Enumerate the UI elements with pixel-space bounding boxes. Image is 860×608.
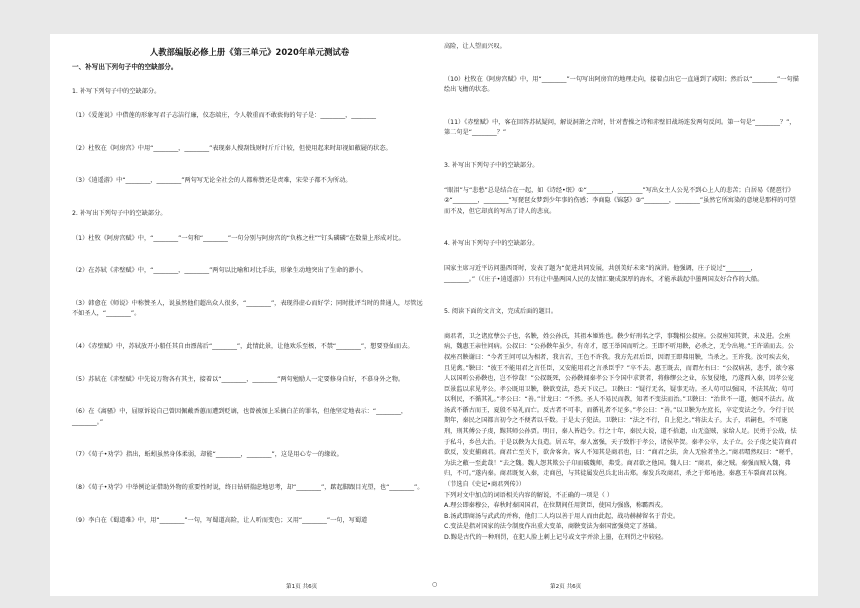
right-paragraph-5: 4. 补写出下列句子中的空缺部分。 [444, 240, 539, 248]
left-column [72, 42, 427, 526]
right-paragraph-14: D.黥是古代的一种刑罚，在犯人脸上刺上记号或文字并涂上墨，在刑罚之中较轻。 [444, 534, 668, 541]
footer-page-right: 第2页 共6页 [550, 584, 582, 590]
left-paragraph-10: （6）在《离骚》中，屈原诉说自己曾因佩戴香蕙而遭到贬谪，也曾被加上采摘白芷的罪名，但他坚定地表示：“________，________。” [72, 408, 408, 426]
left-paragraph-2: （2）杜牧在《阿房宫》中用“________，________”表现秦人搜刮钱财时斤斤计较，但使用起来时却视如敝屣的状态。 [72, 144, 392, 152]
page-title: 人教部编版必修上册《第三单元》2020年单元测试卷 [149, 47, 350, 57]
right-paragraph-7: 5. 阅读下面的文言文，完成后面的题目。 [444, 308, 558, 316]
right-paragraph-9: （节选自《史记•商君列传》） [444, 481, 525, 489]
right-body [444, 42, 799, 544]
right-paragraph-12: B.汤武即商汤与武武的并称，他们二人均以善于用人而由此起，战功赫赫留名于青史。 [444, 512, 680, 520]
right-paragraph-8: 商君者，卫之诸庶孽公子也，名鞅，姓公孙氏，其祖本姬姓也。鞅少好刑名之学，事魏相公叔座。公叔座知其贤，未及进。会座病，魏惠王亲往问病。公叔曰：“公孙鞅年虽少，有奇才，愿王举国而听之。王即不听用鞅，必杀之，无令出境。”王许诺而去。公叔座召鞅谢曰：“今者王问可以为相者，我言若，王色不许我。我方先君后臣，因谓王即弗用鞅，当杀之。王许我。汝可疾去矣，且见禽。”鞅曰：“彼王不能用君之言任臣，又安能用君之言杀臣乎？”卒不去。惠王既去，而谓左右曰：“公叔病甚，悲乎，欲令寡人以国听公孙鞅也，岂不悖哉！”公叔既死，公孙鞅闻秦孝公下令国中求贤者，将修缪公之业，东复侵地，乃遂西入秦，因孝公宠臣景监以求见孝公。孝公既用卫鞅，鞅欲变法，恐天下议己。卫鞅曰：“疑行无名，疑事无功。圣人苟可以强国，不法其故；苟可以利民，不循其礼。”孝公曰：“善。”甘龙曰：“不然。圣人不易民而教，知者不变法而治。”卫鞅曰：“治世不一道，便国不法古。故汤武不循古而王，夏殷不易礼而亡。反古者不可非，而循礼者不足多。”孝公曰：“善。”以卫鞅为左庶长，卒定变法之令。令行于民期年，秦民之国都言初令之不便者以千数。于是太子犯法。卫鞅曰：“法之不行，自上犯之。”将法太子。太子，君嗣也，不可施刑，刑其傅公子虔，黥其师公孙贾。明日，秦人皆趋令。行之十年，秦民大说，道不拾遗，山无盗贼，家给人足。民勇于公战，怯于私斗，乡邑大治。于是以鞅为大良造。居五年，秦人富强，天子致胙于孝公，诸侯毕贺。秦孝公卒，太子立。公子虔之徒告商君欲反，发吏捕商君。商君亡至关下，欲舍客舍。客人不知其是商君也，曰：“商君之法，舍人无验者坐之。”商君喟然叹曰：“嗟乎，为法之敝一至此哉！”去之魏。魏人怨其欺公子卬而破魏师，弗受。商君欲之他国。魏人曰：“商君，秦之贼。秦强而贼入魏，弗归，不可。”遂内秦。商君既复入秦，走商邑，与其徒属发邑兵北出击郑。秦发兵攻商君，杀之于郑黾池。秦惠王车裂商君以徇。 [444, 332, 798, 478]
left-paragraph-8: （4）《赤壁赋》中，苏轼放开小船任其自由漂荡后“________”，此情此景，让他欢乐至极，不禁“________”，想要登仙而去。 [72, 342, 414, 350]
left-paragraph-11: （7）《荀子•劝学》指出，蚯蚓虽然身体柔弱，却能“________，________”，这是用心专一的缘故。 [72, 451, 343, 459]
right-paragraph-11: A.理公即秦穆公，春秋时秦国国君，在位期间任用贤臣，使国力强盛，称霸西戎。 [444, 502, 667, 510]
left-paragraph-3: （3）《逍遥游》中“________，________”两句写无论全社会的人都称赞还是责难，宋荣子都不为所动。 [72, 177, 352, 185]
section-heading: 一、补写出下列句子中的空缺部分。 [72, 63, 178, 71]
right-paragraph-0: 高险，让人望而兴叹。 [444, 43, 506, 50]
footer-circle-mark: ○ [432, 581, 438, 588]
left-paragraph-4: 2. 补写出下列句子中的空缺部分。 [72, 209, 167, 217]
right-paragraph-1: （10）杜牧在《阿房宫赋》中，用“________”一句写出阿房宫的地理走向，接着点出它一直通到了咸阳；然后以“________”一句描绘出飞檐的状态。 [444, 75, 799, 94]
left-paragraph-0: 1. 补写下列句子中的空缺部分。 [72, 87, 161, 95]
right-paragraph-2: （11）《赤壁赋》中，客在回答苏轼疑问，解说洞箫之音时，针对曹操之诗和赤壁旧战场连发两句反问。第一句是“________？”，第二句是“________？” [444, 118, 796, 137]
right-paragraph-6: 国家主席习近平访问墨西哥时，发表了题为“促进共同发展，共创美好未来”的演讲。他强调，庄子说过“________，________。”（《庄子•逍遥游》）只有让中墨两国人民的友情汇聚成深厚的海水，才能承载起中墨两国友好合作的大船。 [444, 264, 764, 283]
footer-page-left: 第1页 共6页 [286, 584, 318, 590]
left-paragraph-12: （8）《荀子•劝学》中举例论证借助外物的重要性时说，终日钻研揣虑地思考，却“________”，踮起脚跟目光望，也“________”。 [72, 483, 424, 491]
left-paragraph-6: （2）在苏轼《赤壁赋》中，“________，________”两句以比喻和对比手法，形象生动地突出了生命的渺小。 [72, 267, 367, 275]
left-paragraph-9: （5）苏轼在《赤壁赋》中先说万物各有其主，接着以“________，________”两句勉励人一定要修身自好，不慕身外之物。 [72, 375, 405, 383]
right-column [444, 42, 799, 544]
left-paragraph-1: （1）《爱莲说》中借莲的形象写君子志洁行廉，仪态端庄，令人敬重而不敢亵侮的句子是：________，________ [72, 112, 377, 120]
right-paragraph-13: C.变法是指对国家的法令制度作出重大变革，商鞅变法为秦国富强奠定了基础。 [444, 523, 661, 531]
right-paragraph-3: 3. 补写出下列句子中的空缺部分。 [444, 161, 539, 169]
left-paragraph-13: （9）李白在《蜀道难》中，用“________”一句，写蜀道高险，让人听而变色；又用“________”一句，写蜀道 [72, 516, 368, 524]
left-paragraph-7: （3）韩愈在《师说》中称赞圣人，说虽然他们超出众人很多，“________”，表现得虚心而好学；同时批评当时的普通人，尽管远不如圣人，“________”。 [72, 299, 423, 318]
exam-sheet [50, 34, 818, 596]
left-paragraph-5: （1）杜牧《阿房宫赋》中，“________”一句和“________”一句分别与阿房宫的“负栋之柱”“钉头磷磷”在数量上形成对比。 [72, 234, 405, 242]
left-body [72, 87, 427, 527]
right-paragraph-4: “眼泪”与“悲愁”总是结合在一起，如《诗经•氓》①“________，________”写出女主人公见不到心上人的悲苦；白居易《琵琶行》②“________，________”写琵琶女梦到少年事的伤感；李商隐《锦瑟》③“________，________”虽然它所寓染的意境是那样的可望而不及，但它却真的写出了诗人的悲哀。 [444, 186, 796, 215]
right-paragraph-10: 下列对文中加点的词语相关内容的解说，不正确的一项是（ ） [444, 491, 614, 499]
